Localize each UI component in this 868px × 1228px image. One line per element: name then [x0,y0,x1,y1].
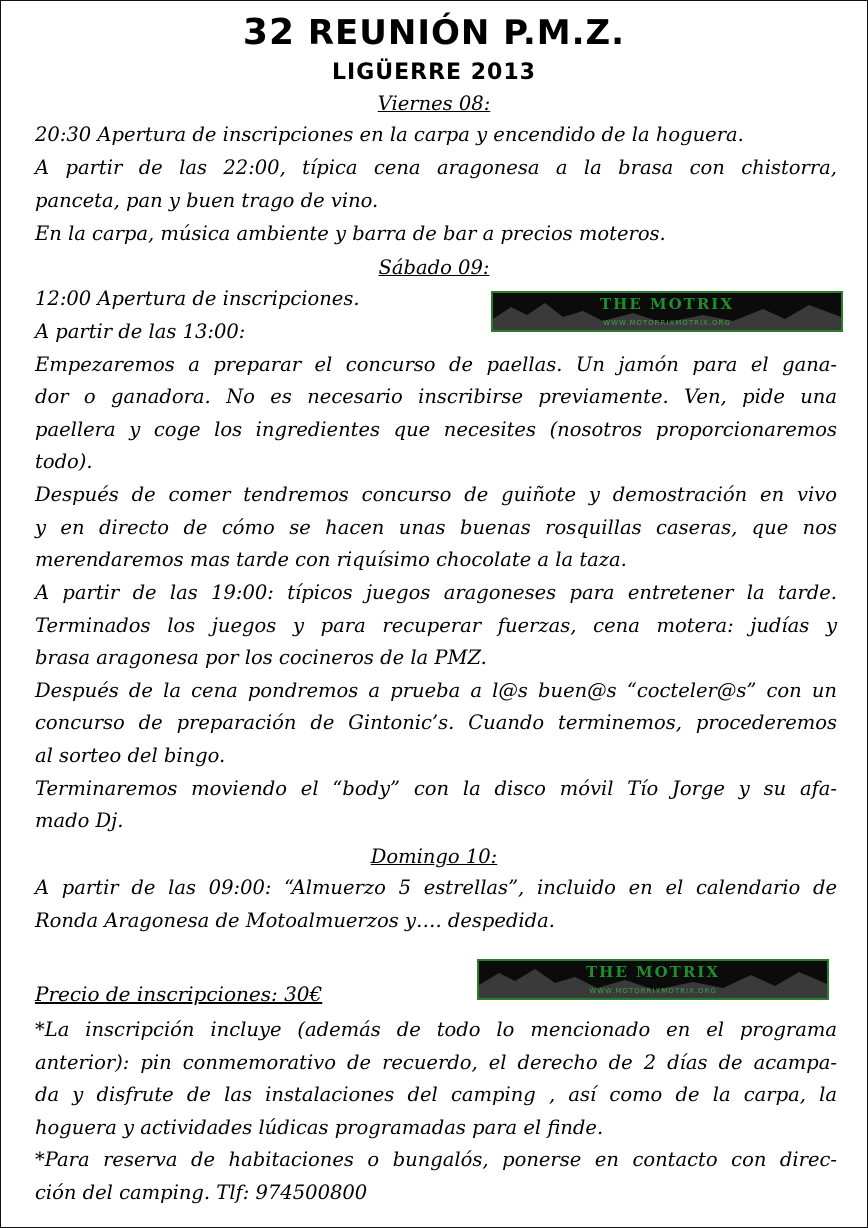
precio-line-6: ción del camping. Tlf: 974500800 [35,1181,368,1204]
sabado-line-8: y en directo de cómo se hacen unas buenas rosquillas caseras, que nos [35,516,837,539]
event-title [1,13,867,53]
sabado-line-1: 12:00 Apertura de inscripciones. [35,287,360,310]
viernes-line-2: A partir de las 22:00, típica cena aragonesa a la brasa con chistorra, [35,156,837,179]
sabado-line-10: A partir de las 19:00: típicos juegos aragoneses para entretener la tarde. [35,581,837,604]
heading-sabado: Sábado 09: [378,256,490,279]
sabado-line-4: dor o ganadora. No es necesario inscribirse previamente. Ven, pide una [35,385,837,408]
heading-viernes: Viernes 08: [377,92,491,115]
viernes-line-1: 20:30 Apertura de inscripciones en la carpa y encendido de la hoguera. [35,123,744,146]
title-text: REUNIÓN P.M.Z. [307,13,626,53]
precio-line-1: *La inscripción incluye (además de todo lo mencionado en el programa [35,1018,837,1041]
viernes-line-3: panceta, pan y buen trago de vino. [35,189,379,212]
sabado-line-16: Terminaremos moviendo el “body” con la disco móvil Tío Jorge y su afa- [35,777,837,800]
sabado-line-3: Empezaremos a preparar el concurso de paellas. Un jamón para el gana- [35,353,837,376]
domingo-line-2: Ronda Aragonesa de Motoalmuerzos y…. despedida. [35,909,555,932]
banner-title-2: THE MOTRIX [586,963,720,981]
price-label: Precio de inscripciones: 30€ [35,982,323,1006]
heading-domingo: Domingo 10: [370,845,498,868]
precio-line-3: da y disfrute de las instalaciones del camping , así como de la carpa, la [35,1083,837,1106]
precio-line-2: anterior): pin conmemorativo de recuerdo, el derecho de 2 días de acampa- [35,1051,837,1074]
sabado-line-17: mado Dj. [35,809,124,832]
banner-title: THE MOTRIX [600,295,734,313]
sabado-line-15: al sorteo del bingo. [35,744,226,767]
title-number: 32 [242,12,296,53]
event-subtitle: LIGÜERRE 2013 [332,60,536,85]
sabado-line-6: todo). [35,450,93,473]
precio-line-5: *Para reserva de habitaciones o bungalós, ponerse en contacto con direc- [35,1148,837,1171]
domingo-line-1: A partir de las 09:00: “Almuerzo 5 estrellas”, incluido en el calendario de [35,876,837,899]
viernes-line-4: En la carpa, música ambiente y barra de bar a precios moteros. [35,222,666,245]
banner-url: WWW.MOTORRIXMOTRIX.ORG [603,319,731,327]
motrix-banner-logo [491,291,843,332]
sabado-line-5: paellera y coge los ingredientes que necesites (nosotros proporcionaremos [35,418,837,441]
sabado-line-13: Después de la cena pondremos a prueba a l@s buen@s “cocteler@s” con un [35,679,837,702]
banner-url-2: WWW.MOTORRIXMOTRIX.ORG [589,987,717,995]
sabado-line-7: Después de comer tendremos concurso de guiñote y demostración en vivo [35,483,837,506]
sabado-line-12: brasa aragonesa por los cocineros de la PMZ. [35,646,487,669]
sabado-line-9: merendaremos mas tarde con riquísimo chocolate a la taza. [35,548,627,571]
sabado-line-14: concurso de preparación de Gintonic’s. Cuando terminemos, procederemos [35,711,837,734]
sabado-line-2: A partir de las 13:00: [35,320,246,343]
motrix-banner-logo-2 [477,959,829,1000]
sabado-line-11: Terminados los juegos y para recuperar fuerzas, cena motera: judías y [35,614,837,637]
precio-line-4: hoguera y actividades lúdicas programadas para el finde. [35,1116,604,1139]
